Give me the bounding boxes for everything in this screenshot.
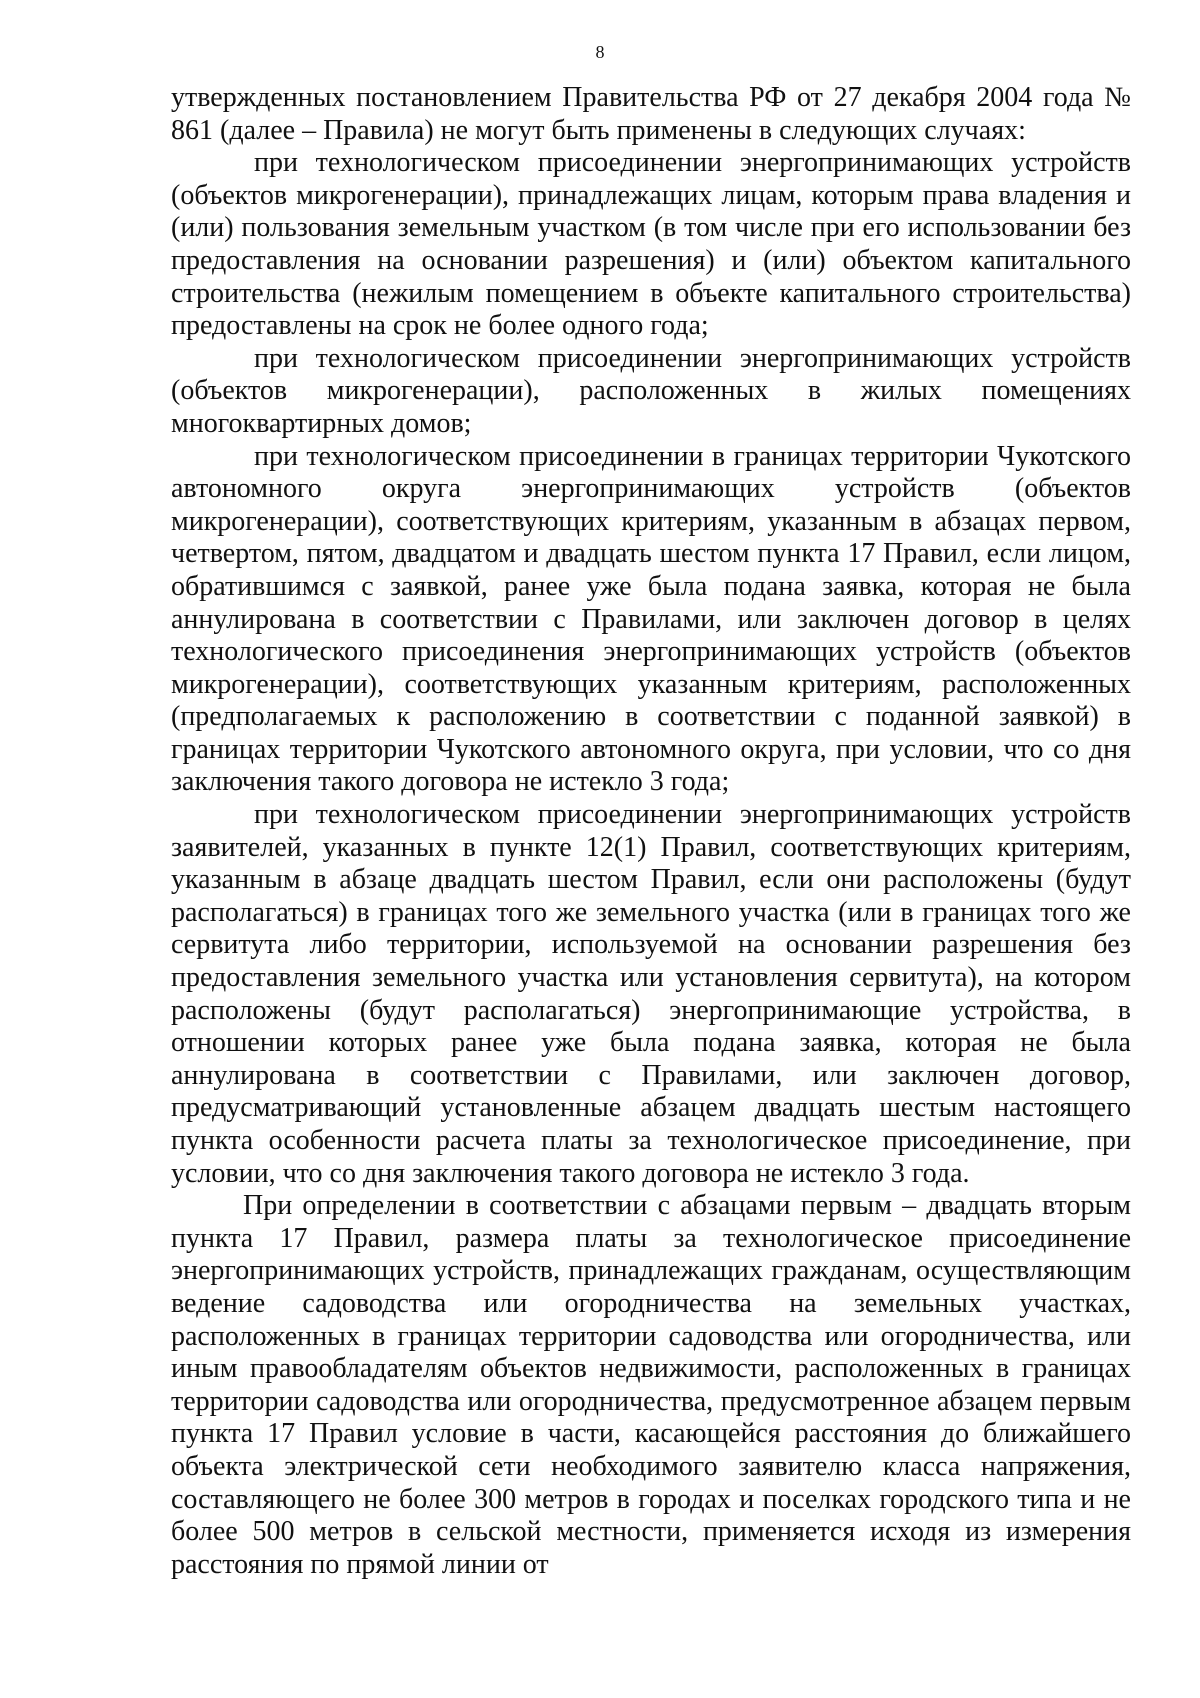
paragraph: утвержденных постановлением Правительства РФ от 27 декабря 2004 года № 861 (далее – Правила) не могут быть применены в следующих случаях: <box>171 82 1131 146</box>
paragraph: при технологическом присоединении в границах территории Чукотского автономного округа энергопринимающих устройств (объектов микрогенерации), соответствующих критериям, указанным в абзацах первом, четвертом, пятом, двадцатом и двадцать шестом пункта 17 Правил, если лицом, обратившимся с заявкой, ранее уже была подана заявка, которая не была аннулирована в соответствии с Правилами, или заключен договор в целях технологического присоединения энергопринимающих устройств (объектов микрогенерации), соответствующих указанным критериям, расположенных (предполагаемых к расположению в соответствии с поданной заявкой) в границах территории Чукотского автономного округа, при условии, что со дня заключения такого договора не истекло 3 года; <box>171 440 1131 798</box>
paragraph: при технологическом присоединении энергопринимающих устройств заявителей, указанных в пункте 12(1) Правил, соответствующих критериям, указанным в абзаце двадцать шестом Правил, если они расположены (будут располагаться) в границах того же земельного участка (или в границах того же сервитута либо территории, используемой на основании разрешения без предоставления земельного участка или установления сервитута), на котором расположены (будут располагаться) энергопринимающие устройства, в отношении которых ранее уже была подана заявка, которая не была аннулирована в соответствии с Правилами, или заключен договор, предусматривающий установленные абзацем двадцать шестым настоящего пункта особенности расчета платы за технологическое присоединение, при условии, что со дня заключения такого договора не истекло 3 года. <box>171 799 1131 1189</box>
page-number: 8 <box>595 42 605 62</box>
paragraph: при технологическом присоединении энергопринимающих устройств (объектов микрогенерации), расположенных в жилых помещениях многоквартирных домов; <box>171 342 1131 439</box>
paragraph: при технологическом присоединении энергопринимающих устройств (объектов микрогенерации), принадлежащих лицам, которым права владения и (или) пользования земельным участком (в том числе при его использовании без предоставления на основании разрешения) и (или) объектом капитального строительства (нежилым помещением в объекте капитального строительства) предоставлены на срок не более одного года; <box>171 147 1131 342</box>
paragraph: При определении в соответствии с абзацами первым – двадцать вторым пункта 17 Правил, размера платы за технологическое присоединение энергопринимающих устройств, принадлежащих гражданам, осуществляющим ведение садоводства или огородничества на земельных участках, расположенных в границах территории садоводства или огородничества, или иным правообладателям объектов недвижимости, расположенных в границах территории садоводства или огородничества, предусмотренное абзацем первым пункта 17 Правил условие в части, касающейся расстояния до ближайшего объекта электрической сети необходимого заявителю класса напряжения, составляющего не более 300 метров в городах и поселках городского типа и не более 500 метров в сельской местности, применяется исходя из измерения расстояния по прямой линии от <box>171 1190 1131 1580</box>
document-body <box>171 82 1131 1581</box>
